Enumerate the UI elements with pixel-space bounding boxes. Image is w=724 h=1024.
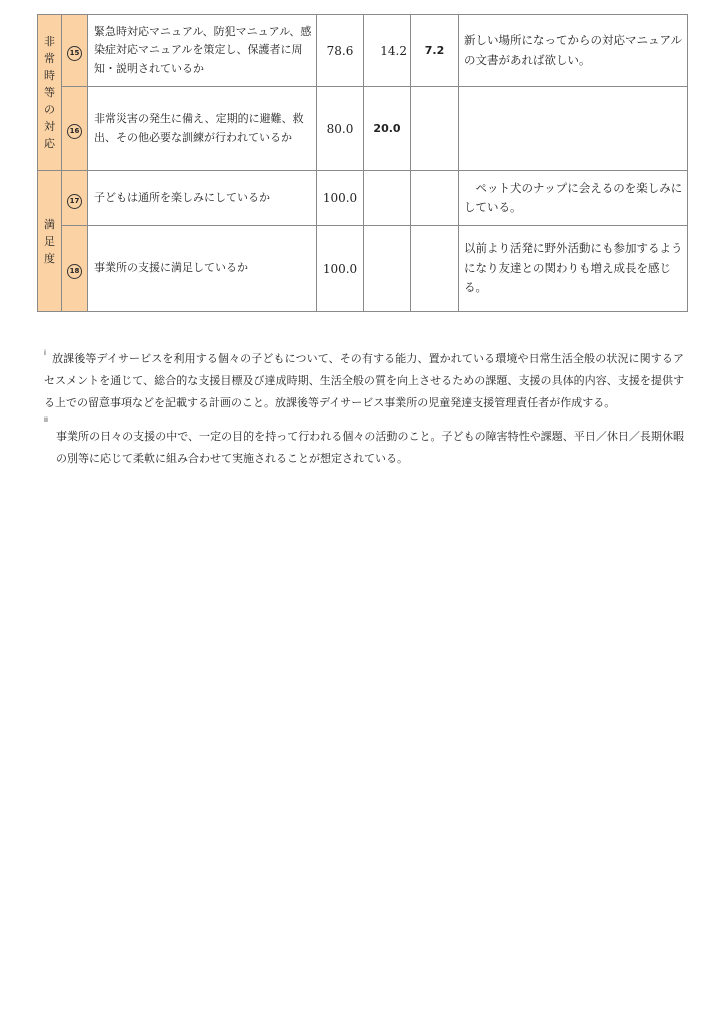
question-number: 16 xyxy=(62,87,88,171)
question-text: 子どもは通所を楽しみにしているか xyxy=(88,171,317,226)
comment xyxy=(459,87,688,171)
comment: ペット犬のナップに会えるのを楽しみにしている。 xyxy=(459,171,688,226)
table-row xyxy=(38,226,688,312)
unknown-rate xyxy=(411,171,459,226)
category-label: 非常時等の対応 xyxy=(44,35,55,150)
category-label: 満足度 xyxy=(44,217,55,265)
no-rate: 20.0 xyxy=(364,87,411,171)
category-emergency xyxy=(38,15,62,171)
question-number: 15 xyxy=(62,15,88,87)
no-rate xyxy=(364,226,411,312)
yes-rate: 78.6 xyxy=(317,15,364,87)
footnote-2 xyxy=(44,414,684,470)
footnote-text: 放課後等デイサービスを利用する個々の子どもについて、その有する能力、置かれている環境や日常生活全般の状況に関するアセスメントを通じて、総合的な支援目標及び達成時期、生活全般の質を向上させるための課題、支援の具体的内容、支援を提供する上での留意事項などを記載する計画のこと。放課後等デイサービス事業所の児童発達支援管理責任者が作成する。 xyxy=(44,352,684,409)
question-text: 緊急時対応マニュアル、防犯マニュアル、感染症対応マニュアルを策定し、保護者に周知・説明されているか xyxy=(88,15,317,87)
no-rate: 14.2 xyxy=(364,15,411,87)
question-text: 非常災害の発生に備え、定期的に避難、救出、その他必要な訓練が行われているか xyxy=(88,87,317,171)
comment: 新しい場所になってからの対応マニュアルの文書があれば欲しい。 xyxy=(459,15,688,87)
footnotes xyxy=(44,348,684,470)
no-rate xyxy=(364,171,411,226)
yes-rate: 100.0 xyxy=(317,226,364,312)
footnote-mark: i xyxy=(44,349,46,357)
category-satisfaction xyxy=(38,171,62,312)
footnote-text: 事業所の日々の支援の中で、一定の目的を持って行われる個々の活動のこと。子どもの障害特性や課題、平日／休日／長期休暇の別等に応じて柔軟に組み合わせて実施されることが想定されている。 xyxy=(56,430,684,465)
unknown-rate xyxy=(411,87,459,171)
footnote-1 xyxy=(44,348,684,414)
question-text: 事業所の支援に満足しているか xyxy=(88,226,317,312)
unknown-rate: 7.2 xyxy=(411,15,459,87)
table-row xyxy=(38,15,688,87)
comment: 以前より活発に野外活動にも参加するようになり友達との関わりも増え成長を感じる。 xyxy=(459,226,688,312)
question-number: 18 xyxy=(62,226,88,312)
question-number: 17 xyxy=(62,171,88,226)
yes-rate: 100.0 xyxy=(317,171,364,226)
table-row xyxy=(38,87,688,171)
unknown-rate xyxy=(411,226,459,312)
table-row xyxy=(38,171,688,226)
survey-table xyxy=(37,14,688,312)
footnote-mark: ii xyxy=(44,416,48,424)
yes-rate: 80.0 xyxy=(317,87,364,171)
